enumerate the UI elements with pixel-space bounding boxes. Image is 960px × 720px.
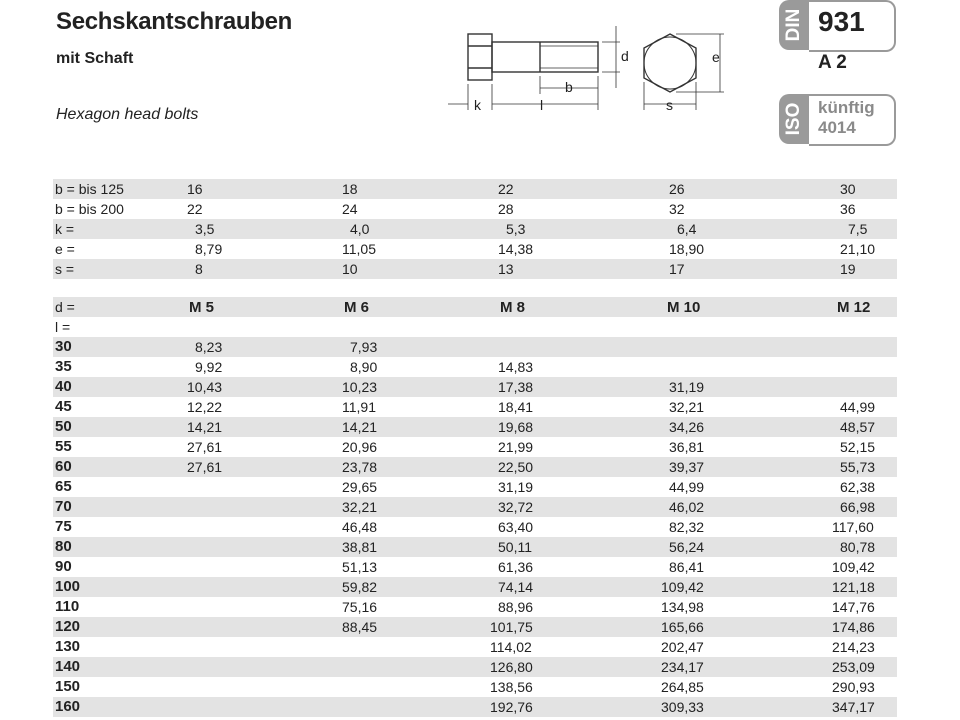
table-row: 40 10,43 10,23 17,38 31,19: [53, 377, 897, 397]
col-header-m6: M 6: [344, 299, 370, 316]
col-header-m10: M 10: [667, 299, 701, 316]
price-table: [53, 297, 897, 717]
label-b: b: [565, 79, 573, 95]
iso-tag: ISO: [779, 94, 809, 144]
table-row: 65 29,65 31,19 44,99 62,38: [55, 478, 876, 495]
table-row: 110 75,16 88,96 134,98 147,76: [55, 598, 875, 615]
table-row: 140 126,80 234,17 253,09: [53, 657, 897, 677]
din-number: 931: [818, 6, 865, 37]
page-title: Sechskantschrauben: [56, 8, 293, 35]
table-row: 45 12,22 11,91 18,41 32,21 44,99: [55, 398, 876, 415]
table-row: 100 59,82 74,14 109,42 121,18: [53, 577, 897, 597]
dimensions-table: [53, 179, 897, 279]
table-row: b = bis 200 22 24 28 32 36: [55, 201, 856, 217]
table-row: 120 88,45 101,75 165,66 174,86: [53, 617, 897, 637]
table-row: 55 27,61 20,96 21,99 36,81 52,15: [55, 438, 876, 455]
page-subtitle-english: Hexagon head bolts: [56, 106, 199, 123]
table-row: 50 14,21 14,21 19,68 34,26 48,57: [53, 417, 897, 437]
bolt-drawing: [440, 20, 740, 120]
label-d: d: [621, 48, 629, 64]
table-row: 30 8,23 7,93: [53, 337, 897, 357]
table-row: 70 32,21 32,72 46,02 66,98: [53, 497, 897, 517]
bolt-head: [468, 34, 492, 80]
page-subtitle: mit Schaft: [56, 50, 134, 67]
col-header-m5: M 5: [189, 299, 215, 316]
din-tag: DIN: [779, 0, 809, 50]
label-k: k: [474, 97, 481, 113]
table-row: 75 46,48 63,40 82,32 117,60: [55, 518, 874, 535]
table-row: 80 38,81 50,11 56,24 80,78: [53, 537, 897, 557]
bolt-shank: [492, 42, 598, 72]
bolt-head-hexagon: [644, 34, 696, 92]
col-header-m8: M 8: [500, 299, 526, 316]
table-row: 90 51,13 61,36 86,41 109,42: [55, 558, 875, 575]
table-row: 60 27,61 23,78 22,50 39,37 55,73: [53, 457, 897, 477]
table-row: b = bis 125 16 18 22 26 30: [53, 179, 897, 199]
iso-note: künftig 4014: [818, 98, 875, 137]
label-e: e: [712, 49, 720, 65]
table-row: e = 8,79 11,05 14,38 18,90 21,10: [55, 241, 876, 257]
table-row: 35 9,92 8,90 14,83: [55, 358, 534, 375]
label-l: l: [540, 97, 544, 113]
table-header-row: d = M 5 M 6 M 8 M 10 M 12: [53, 297, 897, 317]
col-header-m12: M 12: [837, 299, 871, 316]
table-row: k = 3,5 4,0 5,3 6,4 7,5: [53, 219, 897, 239]
label-s: s: [666, 97, 673, 113]
table-row: 150 138,56 264,85 290,93: [55, 678, 875, 695]
table-row: 160 192,76 309,33 347,17: [53, 697, 897, 717]
table-row: 130 114,02 202,47 214,23: [55, 638, 875, 655]
table-row: l =: [55, 319, 71, 335]
material-grade: A 2: [818, 52, 847, 73]
table-row: s = 8 10 13 17 19: [53, 259, 897, 279]
